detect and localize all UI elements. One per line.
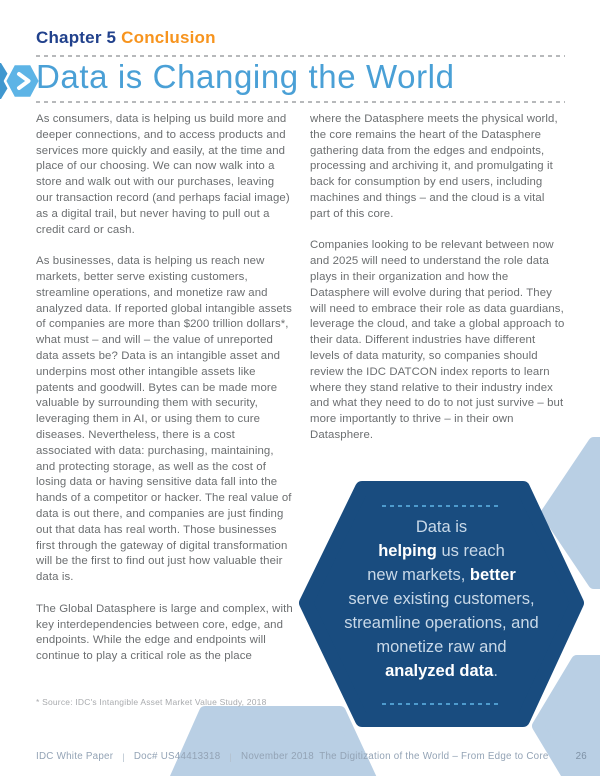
paragraph: The Global Datasphere is large and complex, with key interdependencies between core, edge, and endpoints. While the edge and endpoints will continue to play a critical role as the place (36, 602, 293, 663)
callout-line: streamline operations, and (344, 614, 539, 632)
callout-dashed-rule-bottom (382, 703, 500, 705)
chapter-heading (36, 28, 216, 48)
footer-separator: | (229, 751, 232, 762)
callout-line: analyzed data. (385, 662, 498, 680)
dashed-divider-top (36, 55, 565, 57)
footer-separator: | (122, 751, 125, 762)
callout-dashed-rule-top (382, 505, 500, 507)
source-footnote: * Source: IDC's Intangible Asset Market Value Study, 2018 (36, 697, 267, 707)
callout-quote (316, 515, 567, 683)
chapter-label: Chapter 5 (36, 28, 117, 47)
callout-line: serve existing customers, (348, 590, 535, 608)
callout-line: Data is (415, 518, 468, 536)
footer-doc-info (36, 751, 314, 762)
page-footer (0, 751, 600, 762)
paragraph: As businesses, data is helping us reach new markets, better serve existing customers, streamline operations, and monetize raw and analyzed data. If reported global intangible assets of companies are more than $200 trillion dollars*, what must – and will – the value of unreported data assets be? Data is an intangible asset and underpins most other intangible assets like patents and goodwill. Bytes can be made more valuable by surrounding them with security, leveraging them in AI, or using them to cure diseases. Nevertheless, there is a cost associated with data: purchasing, maintaining, and protecting storage, as well as the cost of losing data or having sensitive data fall into the hands of a competitor or hacker. The real value of data is out there, and companies are just finding out that data has real worth. Those businesses first through the gateway of digital transformation will be the first to find out just how valuable their data is. (36, 255, 292, 584)
chapter-name: Conclusion (121, 28, 216, 47)
dashed-divider-under-title (36, 101, 565, 103)
paragraph: Companies looking to be relevant between now and 2025 will need to understand the role data plays in their organization and how the Datasphere will evolve during that period. They will need to embrace their role as data guardians, leverage the cloud, and take a global approach to their data. Different industries have different levels of data maturity, so companies should review the IDC DATCON index reports to learn where they stand relative to their industry index and what they need to do to not just survive – but more importantly to thrive – in their own Datasphere. (310, 239, 565, 441)
paragraph: where the Datasphere meets the physical world, the core remains the heart of the Datasphere gathering data from the edges and endpoints, processing and archiving it, and promulgating it back for consumption by end users, including machines and things – and the cloud is a vital part of this core. (310, 113, 558, 220)
footer-publication-title: The Digitization of the World – From Edge to Core (319, 751, 549, 762)
page-title: Data is Changing the World (36, 58, 455, 95)
footer-date: November 2018 (241, 751, 314, 762)
paragraph: As consumers, data is helping us build more and deeper connections, and to access products and services more quickly and easily, at the time and place of our choosing. We can now walk into a store and walk out with our purchases, leaving our transaction record (and perhaps facial image) as a digital trail, but never having to pull out a credit card or cash. (36, 113, 290, 236)
left-column (36, 112, 293, 681)
footer-title-group (319, 751, 587, 762)
callout-line: new markets, better (367, 566, 516, 584)
right-column (310, 112, 567, 460)
footer-doc-number: Doc# US44413318 (133, 751, 221, 762)
footer-publication-type: IDC White Paper (36, 751, 114, 762)
page-number: 26 (575, 751, 587, 762)
callout-line: monetize raw and (376, 638, 507, 656)
callout-line: helping us reach (378, 542, 505, 560)
